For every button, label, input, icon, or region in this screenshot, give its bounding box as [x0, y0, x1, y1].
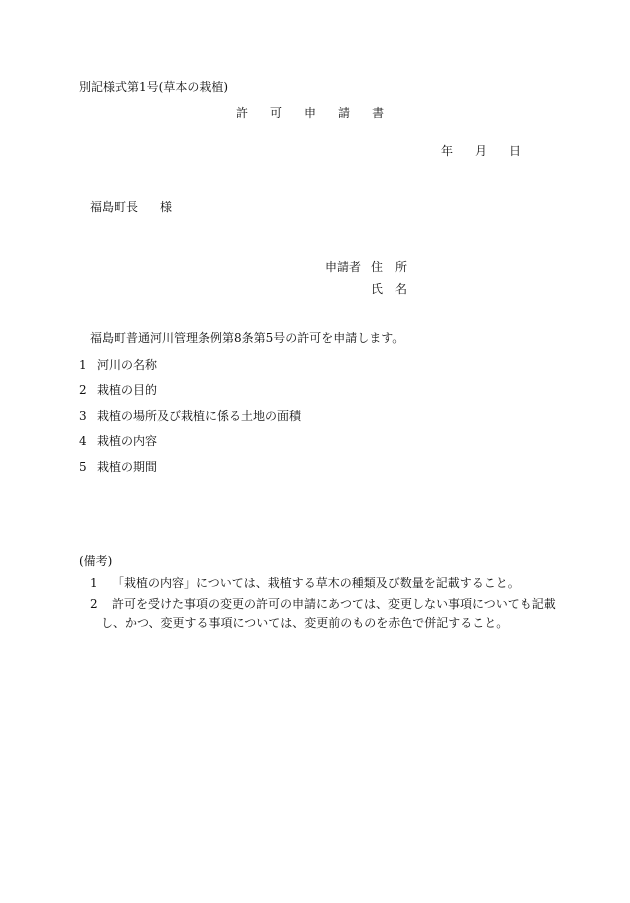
- date-line: [441, 145, 521, 157]
- list-item: [79, 461, 157, 473]
- notes-heading: (備考): [79, 554, 113, 568]
- title-char: 申: [304, 106, 317, 120]
- title-char: 可: [270, 106, 283, 120]
- item-number: 1: [79, 358, 87, 372]
- date-year-label: 年: [441, 144, 454, 158]
- note-continuation: し、かつ、変更する事項については、変更前のものを赤色で併記すること。: [101, 616, 509, 630]
- list-item: [79, 410, 301, 422]
- date-month-label: 月: [475, 144, 488, 158]
- addressee-honorific: 様: [160, 200, 173, 214]
- name-label: 氏 名: [371, 282, 408, 296]
- list-item: [79, 435, 157, 447]
- request-sentence: 福島町普通河川管理条例第8条第5号の許可を申請します。: [90, 331, 405, 345]
- list-item: [79, 384, 157, 396]
- note-item: [90, 598, 556, 610]
- item-number: 5: [79, 460, 87, 474]
- note-text: 許可を受けた事項の変更の許可の申請にあつては、変更しない事項についても記載: [112, 597, 556, 611]
- addressee: [90, 201, 172, 213]
- document-title: [236, 107, 384, 119]
- item-number: 2: [79, 383, 87, 397]
- title-char: 許: [236, 106, 249, 120]
- note-number: 2: [90, 597, 98, 611]
- title-char: 請: [338, 106, 351, 120]
- item-label: 栽植の期間: [97, 460, 158, 474]
- title-char: 書: [372, 106, 385, 120]
- applicant-label: 申請者: [325, 260, 362, 274]
- item-label: 栽植の目的: [97, 383, 158, 397]
- note-text: 「栽植の内容」については、栽植する草木の種類及び数量を記載すること。: [112, 576, 520, 590]
- addressee-name: 福島町長: [90, 200, 139, 214]
- note-number: 1: [90, 576, 98, 590]
- item-label: 栽植の場所及び栽植に係る土地の面積: [97, 409, 302, 423]
- item-number: 3: [79, 409, 87, 423]
- form-label: 別記様式第1号(草本の栽植): [79, 80, 228, 94]
- item-label: 栽植の内容: [97, 434, 158, 448]
- note-item: [90, 577, 520, 589]
- item-label: 河川の名称: [97, 358, 158, 372]
- list-item: [79, 359, 157, 371]
- date-day-label: 日: [509, 144, 522, 158]
- address-label: 住 所: [371, 260, 408, 274]
- item-number: 4: [79, 434, 87, 448]
